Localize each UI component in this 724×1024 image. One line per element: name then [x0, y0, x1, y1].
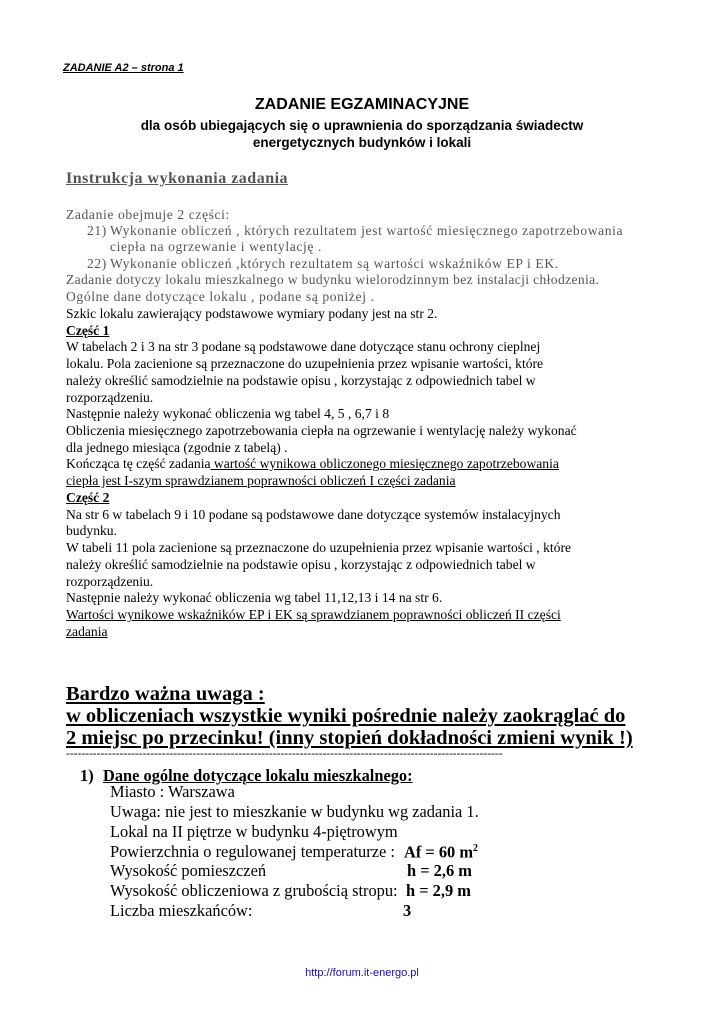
section1-residents-value: 3 — [403, 901, 412, 920]
part1-line2: lokalu. Pola zacienione są przeznaczone do uzupełnienia przez wpisanie wartości, które — [66, 356, 544, 371]
instructions-item2-number: 22) — [87, 256, 107, 271]
part2-line3: W tabeli 11 pola zacienione są przeznaczone do uzupełnienia przez wpisanie wartości , które — [66, 540, 572, 555]
instructions-intro: Zadanie obejmuje 2 części: — [66, 207, 230, 222]
section1-floor: Lokal na II piętrze w budynku 4-piętrowym — [110, 822, 398, 841]
part1-line8 — [66, 456, 559, 472]
section1-height-value: h = 2,6 m — [407, 861, 472, 880]
part1-line8-underlined: wartość wynikowa obliczonego miesięcznego zapotrzebowania — [210, 456, 559, 471]
running-header-text: ZADANIE A2 – strona 1 — [63, 62, 184, 74]
section1-area-exponent: 2 — [472, 843, 478, 854]
instructions-item1-line1: Wykonanie obliczeń , których rezultatem jest wartość miesięcznego zapotrzebowania — [110, 223, 624, 238]
section1-area-value — [404, 838, 478, 862]
part2-heading: Część 2 — [66, 490, 110, 505]
part2-line1: Na str 6 w tabelach 9 i 10 podane są podstawowe dane dotyczące systemów instalacyjnych — [66, 507, 561, 522]
footer-link[interactable]: http://forum.it-energo.pl — [305, 967, 419, 979]
part2-line5: rozporządzeniu. — [66, 574, 154, 589]
part1-line1: W tabelach 2 i 3 na str 3 podane są podstawowe dane dotyczące stanu ochrony cieplnej — [66, 339, 541, 354]
part1-line9: ciepła jest I-szym sprawdzianem poprawności obliczeń I części zadania — [66, 473, 456, 488]
footer — [0, 967, 724, 979]
section1-city: Miasto : Warszawa — [110, 782, 235, 801]
part1-line6: Obliczenia miesięcznego zapotrzebowania ciepła na ogrzewanie i wentylację należy wykonać — [66, 423, 577, 438]
section1-calc-height-label: Wysokość obliczeniowa z grubością stropu: — [110, 881, 398, 900]
part2-line4: należy określić samodzielnie na podstawie opisu , korzystając z odpowiednich tabel w — [66, 557, 536, 572]
section1-number: 1) — [80, 766, 94, 785]
section1-height-label: Wysokość pomieszczeń — [110, 861, 267, 880]
part1-line7: dla jednego miesiąca (zgodnie z tabelą) . — [66, 440, 288, 455]
section1-calc-height-value: h = 2,9 m — [406, 881, 471, 900]
warning-line2: w obliczeniach wszystkie wyniki pośrednie należy zaokrąglać do — [66, 705, 626, 727]
instructions-item1-line2: ciepła na ogrzewanie i wentylację . — [110, 239, 322, 254]
part1-line3: należy określić samodzielnie na podstawie opisu , korzystając z odpowiednich tabel w — [66, 373, 536, 388]
instructions-item2-line1: Wykonanie obliczeń ,których rezultatem są wartości wskaźników EP i EK. — [110, 256, 559, 271]
part1-line8-plain: Kończąca tę część zadania — [66, 456, 211, 471]
page-subtitle-line2: energetycznych budynków i lokali — [252, 135, 472, 150]
running-header — [63, 62, 184, 74]
part2-line2: budynku. — [66, 523, 117, 538]
part2-line8: zadania — [66, 624, 108, 639]
instructions-description-2: Ogólne dane dotyczące lokalu , podane są poniżej . — [66, 289, 375, 304]
separator-line: ------------------------------------------------------------------------------------------------------------------ — [66, 748, 503, 760]
part1-line5: Następnie należy wykonać obliczenia wg tabel 4, 5 , 6,7 i 8 — [66, 406, 390, 421]
instructions-item1-number: 21) — [87, 223, 107, 238]
instructions-description-1: Zadanie dotyczy lokalu mieszkalnego w budynku wielorodzinnym bez instalacji chłodzenia. — [66, 272, 600, 287]
warning-line3: 2 miejsc po przecinku! (inny stopień dokładności zmieni wynik !) — [66, 727, 633, 749]
page-subtitle-line1: dla osób ubiegających się o uprawnienia do sporządzania świadectw — [140, 118, 584, 133]
section1-note: Uwaga: nie jest to mieszkanie w budynku wg zadania 1. — [110, 802, 479, 821]
instructions-description-3: Szkic lokalu zawierający podstawowe wymiary podany jest na str 2. — [66, 306, 438, 321]
section1-residents-label: Liczba mieszkańców: — [110, 901, 253, 920]
section1-heading: Dane ogólne dotyczące lokalu mieszkalnego: — [103, 766, 413, 785]
section1-area-value-text: Af = 60 m — [404, 842, 473, 862]
part2-line6: Następnie należy wykonać obliczenia wg tabel 11,12,13 i 14 na str 6. — [66, 590, 443, 605]
warning-heading: Bardzo ważna uwaga : — [66, 683, 265, 705]
part1-line4: rozporządzeniu. — [66, 390, 154, 405]
section1-area-label: Powierzchnia o regulowanej temperaturze : — [110, 842, 395, 861]
page-title: ZADANIE EGZAMINACYJNE — [254, 96, 470, 113]
part1-heading: Część 1 — [66, 323, 110, 338]
instructions-heading: Instrukcja wykonania zadania — [66, 170, 289, 187]
part2-line7: Wartości wynikowe wskaźników EP i EK są sprawdzianem poprawności obliczeń II części — [66, 607, 561, 622]
